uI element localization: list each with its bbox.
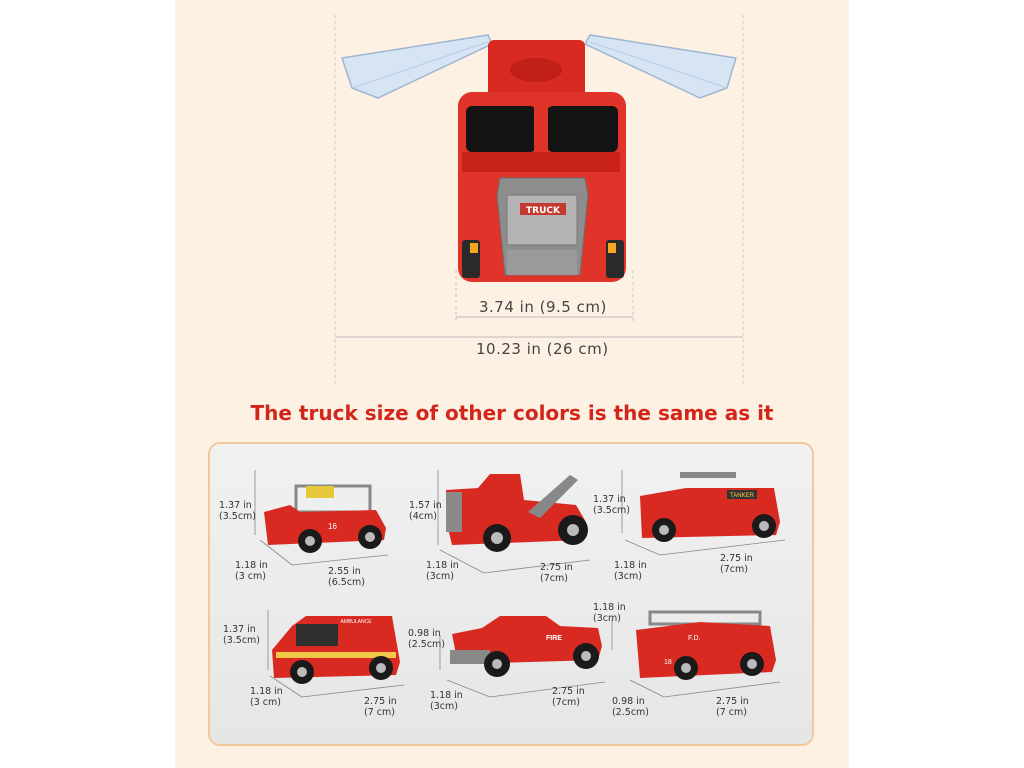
jeep-number: 16 [328,522,337,531]
pickup-height: 0.98 in (2.5cm) [408,628,445,650]
ladder-width: 0.98 in (2.5cm) [612,696,649,718]
pickup-height-right: 1.18 in (3cm) [593,602,626,624]
ambulance-height: 1.37 in (3.5cm) [223,624,260,646]
jeep-vehicle [264,486,386,553]
ambulance-length: 2.75 in (7 cm) [364,696,397,718]
ambulance-vehicle [272,616,400,684]
ambulance-width: 1.18 in (3 cm) [250,686,283,708]
tanker-length: 2.75 in (7cm) [720,553,753,575]
tow-height: 1.57 in (4cm) [409,500,442,522]
ladder-truck-vehicle [636,612,776,680]
jeep-width: 1.18 in (3 cm) [235,560,268,582]
tanker-text: TANKER [730,493,754,499]
total-width-label: 10.23 in (26 cm) [476,340,609,358]
truck-width-label: 3.74 in (9.5 cm) [479,298,607,316]
tanker-height: 1.37 in (3.5cm) [593,494,630,516]
grille-text: TRUCK [526,206,560,216]
pickup-width: 1.18 in (3cm) [430,690,463,712]
ladder-num: 18 [664,659,672,666]
ambulance-text: AMBULANCE [340,619,372,625]
jeep-height: 1.37 in (3.5cm) [219,500,256,522]
headline: The truck size of other colors is the same as it [250,401,774,425]
pickup-length: 2.75 in (7cm) [552,686,585,708]
tow-width: 1.18 in (3cm) [426,560,459,582]
pickup-text: FIRE [546,635,562,642]
tanker-width: 1.18 in (3cm) [614,560,647,582]
tow-truck-vehicle [446,474,588,552]
jeep-length: 2.55 in (6.5cm) [328,566,365,588]
ladder-text: F.D. [688,635,701,642]
tanker-vehicle [640,472,780,542]
ladder-length: 2.75 in (7 cm) [716,696,749,718]
pickup-vehicle [450,616,602,677]
tow-length: 2.75 in (7cm) [540,562,573,584]
